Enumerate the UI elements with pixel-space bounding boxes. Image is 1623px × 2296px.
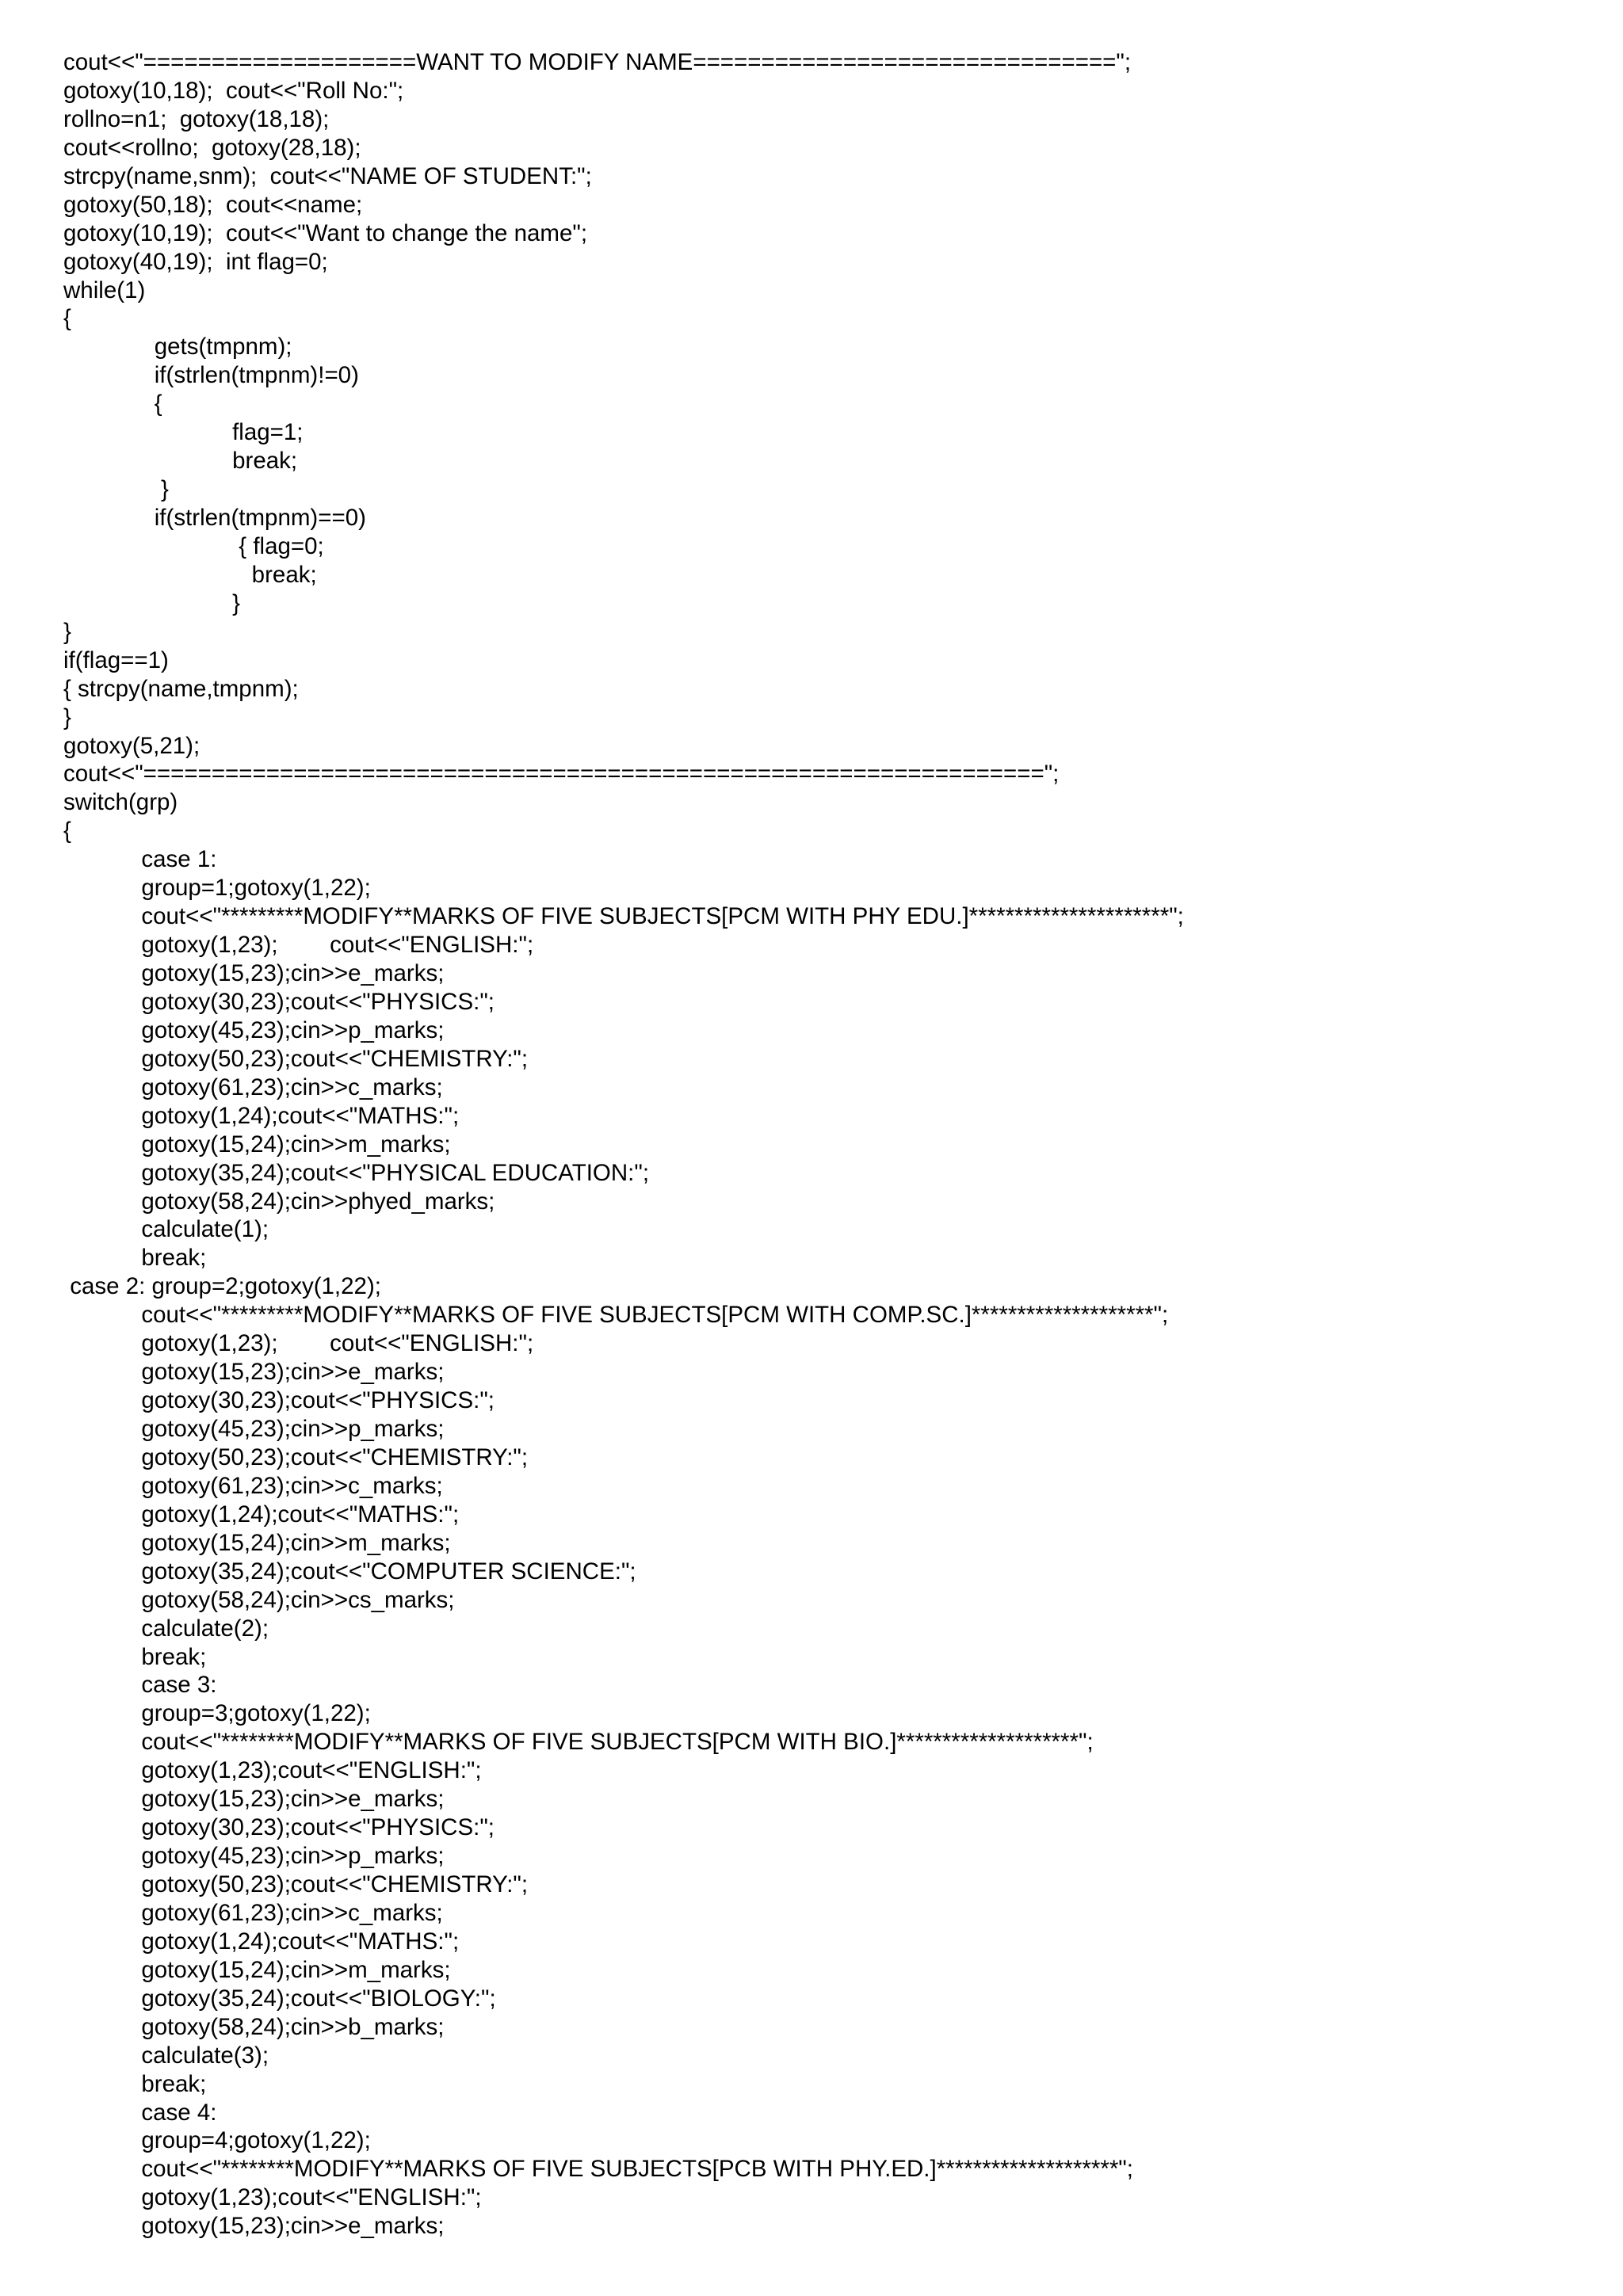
code-line: gotoxy(61,23);cin>>c_marks; (63, 1074, 443, 1100)
code-line: gotoxy(30,23);cout<<"PHYSICS:"; (63, 988, 495, 1015)
code-line: if(strlen(tmpnm)!=0) (63, 362, 359, 389)
code-line: gotoxy(61,23);cin>>c_marks; (63, 1472, 443, 1499)
code-line: break; (63, 1245, 207, 1272)
code-line: gotoxy(50,23);cout<<"CHEMISTRY:"; (63, 1871, 529, 1897)
code-line: } (63, 476, 169, 503)
code-line: { strcpy(name,tmpnm); (63, 675, 299, 702)
code-line: break; (63, 1643, 207, 1670)
code-line: gotoxy(1,23); cout<<"ENGLISH:"; (63, 932, 534, 959)
code-line: { (63, 391, 162, 418)
code-line: gotoxy(15,24);cin>>m_marks; (63, 1956, 451, 1983)
code-line: while(1) (63, 277, 146, 303)
code-line: } (63, 704, 71, 730)
code-line: } (63, 589, 240, 616)
code-line: { (63, 305, 71, 332)
code-line: gotoxy(35,24);cout<<"COMPUTER SCIENCE:"; (63, 1558, 636, 1585)
code-line: gotoxy(45,23);cin>>p_marks; (63, 1016, 445, 1043)
code-line: break; (63, 2070, 207, 2097)
code-line: gotoxy(1,23); cout<<"ENGLISH:"; (63, 1330, 534, 1357)
code-line: case 2: group=2;gotoxy(1,22); (63, 1273, 381, 1300)
code-line: gotoxy(10,19); cout<<"Want to change the name"; (63, 219, 588, 246)
code-line: gotoxy(45,23);cin>>p_marks; (63, 1843, 445, 1870)
code-line: gets(tmpnm); (63, 334, 292, 360)
code-line: gotoxy(58,24);cin>>b_marks; (63, 2013, 445, 2040)
code-line: cout<<"=================================================================="; (63, 761, 1060, 788)
code-line: gotoxy(58,24);cin>>cs_marks; (63, 1586, 455, 1613)
code-line: gotoxy(30,23);cout<<"PHYSICS:"; (63, 1387, 495, 1414)
code-line: gotoxy(15,23);cin>>e_marks; (63, 2213, 445, 2240)
code-line: gotoxy(35,24);cout<<"PHYSICAL EDUCATION:"; (63, 1159, 650, 1186)
code-line: gotoxy(40,19); int flag=0; (63, 248, 328, 275)
code-line: gotoxy(1,24);cout<<"MATHS:"; (63, 1501, 460, 1527)
code-line: cout<<"*********MODIFY**MARKS OF FIVE SUBJECTS[PCM WITH PHY EDU.]**********************"; (63, 903, 1184, 930)
code-line: switch(grp) (63, 789, 178, 816)
code-line: rollno=n1; gotoxy(18,18); (63, 105, 330, 132)
code-line: cout<<"********MODIFY**MARKS OF FIVE SUBJECTS[PCB WITH PHY.ED.]********************"; (63, 2156, 1133, 2183)
code-line: calculate(3); (63, 2042, 269, 2069)
code-line: gotoxy(15,23);cin>>e_marks; (63, 960, 445, 986)
code-line: gotoxy(61,23);cin>>c_marks; (63, 1899, 443, 1926)
code-line: if(strlen(tmpnm)==0) (63, 505, 366, 531)
code-line: gotoxy(50,18); cout<<name; (63, 191, 363, 218)
code-line: flag=1; (63, 419, 304, 446)
code-line: break; (63, 561, 317, 588)
code-line: gotoxy(15,23);cin>>e_marks; (63, 1359, 445, 1386)
code-line: gotoxy(50,23);cout<<"CHEMISTRY:"; (63, 1444, 529, 1470)
code-line: strcpy(name,snm); cout<<"NAME OF STUDENT:"; (63, 162, 592, 189)
code-line: cout<<rollno; gotoxy(28,18); (63, 134, 361, 161)
code-line: gotoxy(1,23);cout<<"ENGLISH:"; (63, 2184, 482, 2211)
code-line: gotoxy(30,23);cout<<"PHYSICS:"; (63, 1814, 495, 1841)
code-line: calculate(2); (63, 1615, 269, 1642)
code-line: gotoxy(45,23);cin>>p_marks; (63, 1416, 445, 1442)
code-line: gotoxy(1,24);cout<<"MATHS:"; (63, 1102, 460, 1129)
code-line: group=4;gotoxy(1,22); (63, 2127, 371, 2154)
code-line: cout<<"********MODIFY**MARKS OF FIVE SUBJECTS[PCM WITH BIO.]********************"; (63, 1729, 1094, 1756)
code-line: group=3;gotoxy(1,22); (63, 1700, 371, 1727)
code-line: case 3: (63, 1672, 217, 1699)
code-line: } (63, 618, 71, 645)
code-line: group=1;gotoxy(1,22); (63, 875, 371, 902)
code-line: gotoxy(35,24);cout<<"BIOLOGY:"; (63, 1985, 496, 2012)
code-line: gotoxy(15,24);cin>>m_marks; (63, 1529, 451, 1556)
code-line: case 1: (63, 846, 217, 873)
code-line: gotoxy(15,23);cin>>e_marks; (63, 1786, 445, 1813)
code-line: case 4: (63, 2099, 217, 2126)
code-listing (63, 48, 1184, 2241)
code-line: { (63, 818, 71, 845)
code-line: gotoxy(58,24);cin>>phyed_marks; (63, 1188, 495, 1215)
code-line: if(flag==1) (63, 646, 169, 673)
code-line: break; (63, 448, 298, 475)
code-line: { flag=0; (63, 532, 324, 559)
code-line: gotoxy(15,24);cin>>m_marks; (63, 1131, 451, 1158)
code-line: gotoxy(1,23);cout<<"ENGLISH:"; (63, 1757, 482, 1784)
code-line: cout<<"====================WANT TO MODIFY NAME==============================="; (63, 49, 1132, 75)
code-line: gotoxy(50,23);cout<<"CHEMISTRY:"; (63, 1045, 529, 1072)
code-line: gotoxy(5,21); (63, 732, 200, 759)
code-line: gotoxy(1,24);cout<<"MATHS:"; (63, 1928, 460, 1955)
code-line: cout<<"*********MODIFY**MARKS OF FIVE SUBJECTS[PCM WITH COMP.SC.]********************"; (63, 1302, 1169, 1329)
code-line: gotoxy(10,18); cout<<"Roll No:"; (63, 77, 404, 104)
code-line: calculate(1); (63, 1216, 269, 1243)
